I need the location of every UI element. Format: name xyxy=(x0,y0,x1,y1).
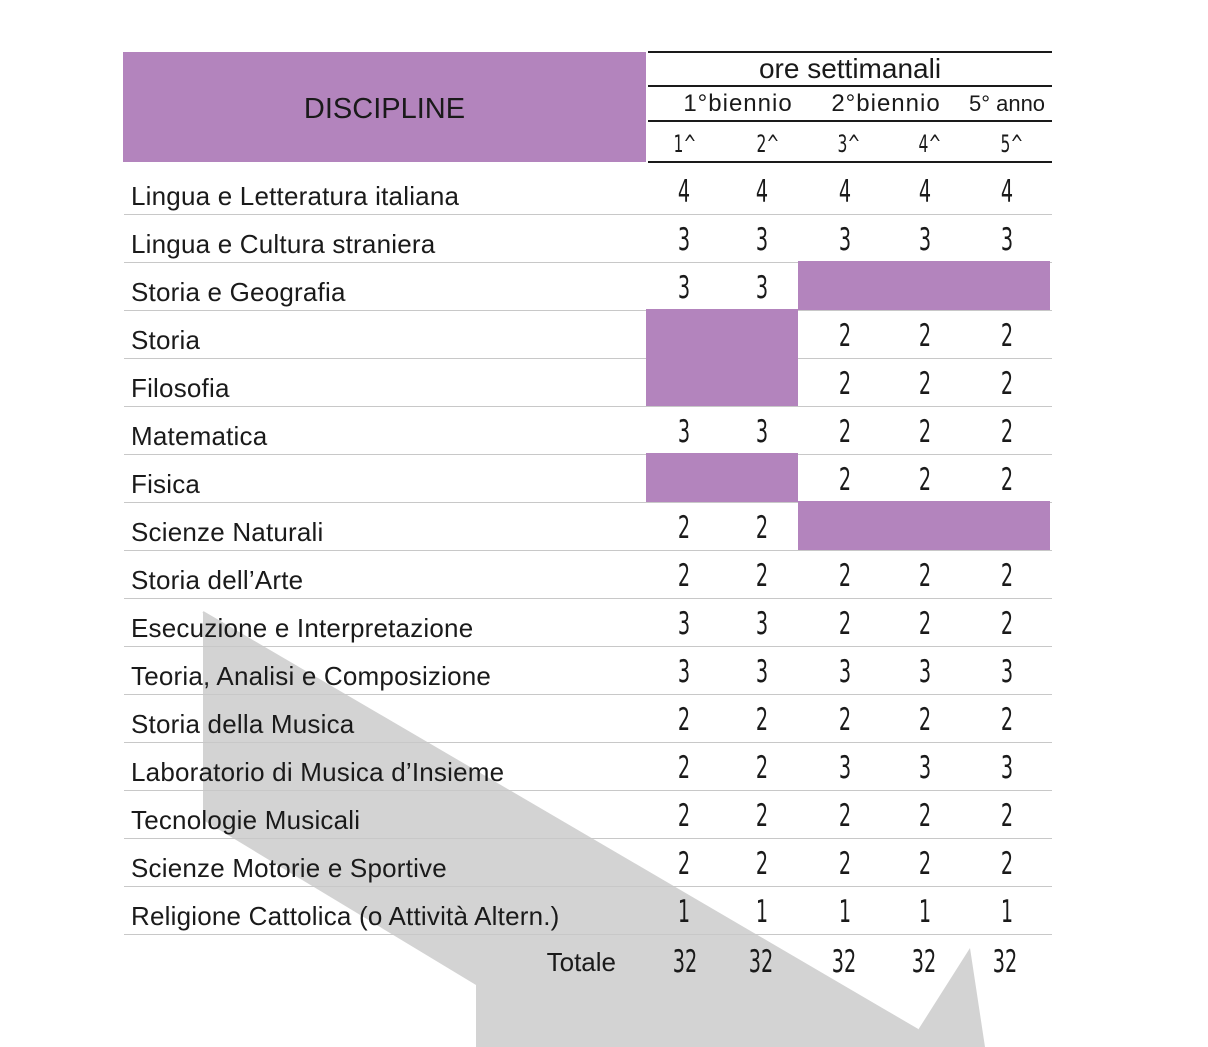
hours-cell: 2 xyxy=(918,366,932,402)
table-row xyxy=(124,358,1052,407)
discipline-name: Lingua e Cultura straniera xyxy=(131,229,436,259)
period-1-biennio: 1°biennio xyxy=(683,90,793,117)
hours-cell: 3 xyxy=(918,222,932,258)
hours-cell: 4 xyxy=(918,174,932,210)
hours-cell: 2 xyxy=(838,462,852,498)
discipline-name: Fisica xyxy=(131,469,201,499)
year-2-header: 2^ xyxy=(756,130,780,158)
hours-cell: 3 xyxy=(838,654,852,690)
hours-cell: 3 xyxy=(918,750,932,786)
hours-cell: 2 xyxy=(677,846,691,882)
table-row xyxy=(124,598,1052,647)
not-applicable-cell xyxy=(798,261,1050,310)
hours-cell: 1 xyxy=(1000,894,1014,930)
year-3-header: 3^ xyxy=(837,130,861,158)
table-row xyxy=(124,166,1052,215)
hours-cell: 1 xyxy=(755,894,769,930)
total-label: Totale xyxy=(546,947,616,977)
table-row xyxy=(124,646,1052,695)
hours-cell: 4 xyxy=(838,174,852,210)
hours-cell: 2 xyxy=(838,702,852,738)
hours-cell: 3 xyxy=(755,414,769,450)
hours-cell: 4 xyxy=(755,174,769,210)
total-year-5: 32 xyxy=(992,944,1018,980)
hours-cell: 2 xyxy=(918,798,932,834)
hours-cell: 3 xyxy=(838,222,852,258)
table-row xyxy=(124,502,1052,551)
hours-cell: 2 xyxy=(1000,798,1014,834)
disciplines-header xyxy=(123,52,646,162)
discipline-name: Lingua e Letteratura italiana xyxy=(131,181,460,211)
hours-cell: 3 xyxy=(1000,750,1014,786)
table-row xyxy=(124,694,1052,743)
discipline-name: Storia e Geografia xyxy=(131,277,346,307)
discipline-name: Laboratorio di Musica d’Insieme xyxy=(131,757,505,787)
hours-cell: 1 xyxy=(838,894,852,930)
total-year-1: 32 xyxy=(672,944,698,980)
hours-cell: 2 xyxy=(1000,318,1014,354)
hours-cell: 3 xyxy=(838,750,852,786)
table-row xyxy=(124,262,1052,311)
discipline-name: Teoria, Analisi e Composizione xyxy=(131,661,492,691)
table-row xyxy=(124,886,1052,935)
discipline-name: Scienze Naturali xyxy=(131,517,324,547)
hours-cell: 2 xyxy=(838,318,852,354)
hours-cell: 1 xyxy=(677,894,691,930)
not-applicable-cell xyxy=(646,309,798,358)
hours-cell: 2 xyxy=(918,462,932,498)
discipline-name: Esecuzione e Interpretazione xyxy=(131,613,474,643)
hours-cell: 2 xyxy=(918,846,932,882)
hours-cell: 3 xyxy=(677,414,691,450)
total-year-2: 32 xyxy=(748,944,774,980)
hours-cell: 4 xyxy=(1000,174,1014,210)
year-5-header: 5^ xyxy=(1000,130,1024,158)
discipline-name: Storia xyxy=(131,325,201,355)
hours-cell: 2 xyxy=(677,702,691,738)
hours-cell: 3 xyxy=(755,222,769,258)
header-line-1 xyxy=(648,85,1052,87)
discipline-name: Scienze Motorie e Sportive xyxy=(131,853,447,883)
hours-cell: 2 xyxy=(1000,366,1014,402)
hours-cell: 2 xyxy=(1000,702,1014,738)
table-row xyxy=(124,742,1052,791)
hours-cell: 3 xyxy=(1000,222,1014,258)
not-applicable-cell xyxy=(646,453,798,502)
hours-cell: 4 xyxy=(677,174,691,210)
hours-cell: 2 xyxy=(1000,606,1014,642)
total-year-3: 32 xyxy=(831,944,857,980)
not-applicable-cell xyxy=(798,501,1050,550)
table-row xyxy=(124,838,1052,887)
table-row xyxy=(124,454,1052,503)
hours-cell: 2 xyxy=(677,750,691,786)
hours-cell: 2 xyxy=(838,798,852,834)
hours-cell: 1 xyxy=(918,894,932,930)
table-row xyxy=(124,310,1052,359)
hours-cell: 2 xyxy=(755,510,769,546)
hours-cell: 2 xyxy=(755,558,769,594)
table-row xyxy=(124,790,1052,839)
discipline-name: Religione Cattolica (o Attività Altern.) xyxy=(131,901,560,931)
hours-cell: 2 xyxy=(838,846,852,882)
hours-cell: 2 xyxy=(755,750,769,786)
hours-cell: 2 xyxy=(1000,846,1014,882)
hours-cell: 3 xyxy=(677,270,691,306)
total-year-4: 32 xyxy=(911,944,937,980)
hours-cell: 2 xyxy=(838,606,852,642)
hours-cell: 2 xyxy=(677,798,691,834)
table-row xyxy=(124,214,1052,263)
discipline-name: Tecnologie Musicali xyxy=(131,805,361,835)
hours-cell: 3 xyxy=(755,654,769,690)
not-applicable-cell xyxy=(646,357,798,406)
discipline-name: Matematica xyxy=(131,421,268,451)
hours-cell: 3 xyxy=(677,222,691,258)
period-5-anno: 5° anno xyxy=(968,91,1046,116)
discipline-name: Storia dell’Arte xyxy=(131,565,304,595)
hours-cell: 2 xyxy=(1000,462,1014,498)
hours-cell: 2 xyxy=(755,702,769,738)
hours-cell: 2 xyxy=(918,558,932,594)
hours-cell: 2 xyxy=(1000,558,1014,594)
hours-cell: 2 xyxy=(838,558,852,594)
hours-cell: 3 xyxy=(1000,654,1014,690)
hours-cell: 3 xyxy=(755,606,769,642)
discipline-name: Filosofia xyxy=(131,373,230,403)
hours-cell: 2 xyxy=(755,846,769,882)
hours-cell: 3 xyxy=(918,654,932,690)
hours-cell: 2 xyxy=(677,510,691,546)
hours-cell: 3 xyxy=(677,654,691,690)
hours-cell: 2 xyxy=(918,702,932,738)
period-2-biennio: 2°biennio xyxy=(831,90,941,117)
hours-cell: 2 xyxy=(918,414,932,450)
hours-cell: 2 xyxy=(918,318,932,354)
hours-cell: 2 xyxy=(838,414,852,450)
hours-header: ore settimanali xyxy=(758,53,942,84)
hours-cell: 2 xyxy=(755,798,769,834)
discipline-name: Storia della Musica xyxy=(131,709,355,739)
header-bottom-line xyxy=(648,161,1052,163)
table-row xyxy=(124,406,1052,455)
year-1-header: 1^ xyxy=(673,130,697,158)
hours-cell: 2 xyxy=(838,366,852,402)
hours-cell: 2 xyxy=(677,558,691,594)
hours-cell: 2 xyxy=(1000,414,1014,450)
hours-cell: 3 xyxy=(755,270,769,306)
table-row xyxy=(124,550,1052,599)
header-line-2 xyxy=(648,120,1052,122)
hours-cell: 3 xyxy=(677,606,691,642)
hours-cell: 2 xyxy=(918,606,932,642)
year-4-header: 4^ xyxy=(918,130,942,158)
disciplines-header-label: DISCIPLINE xyxy=(303,92,466,125)
